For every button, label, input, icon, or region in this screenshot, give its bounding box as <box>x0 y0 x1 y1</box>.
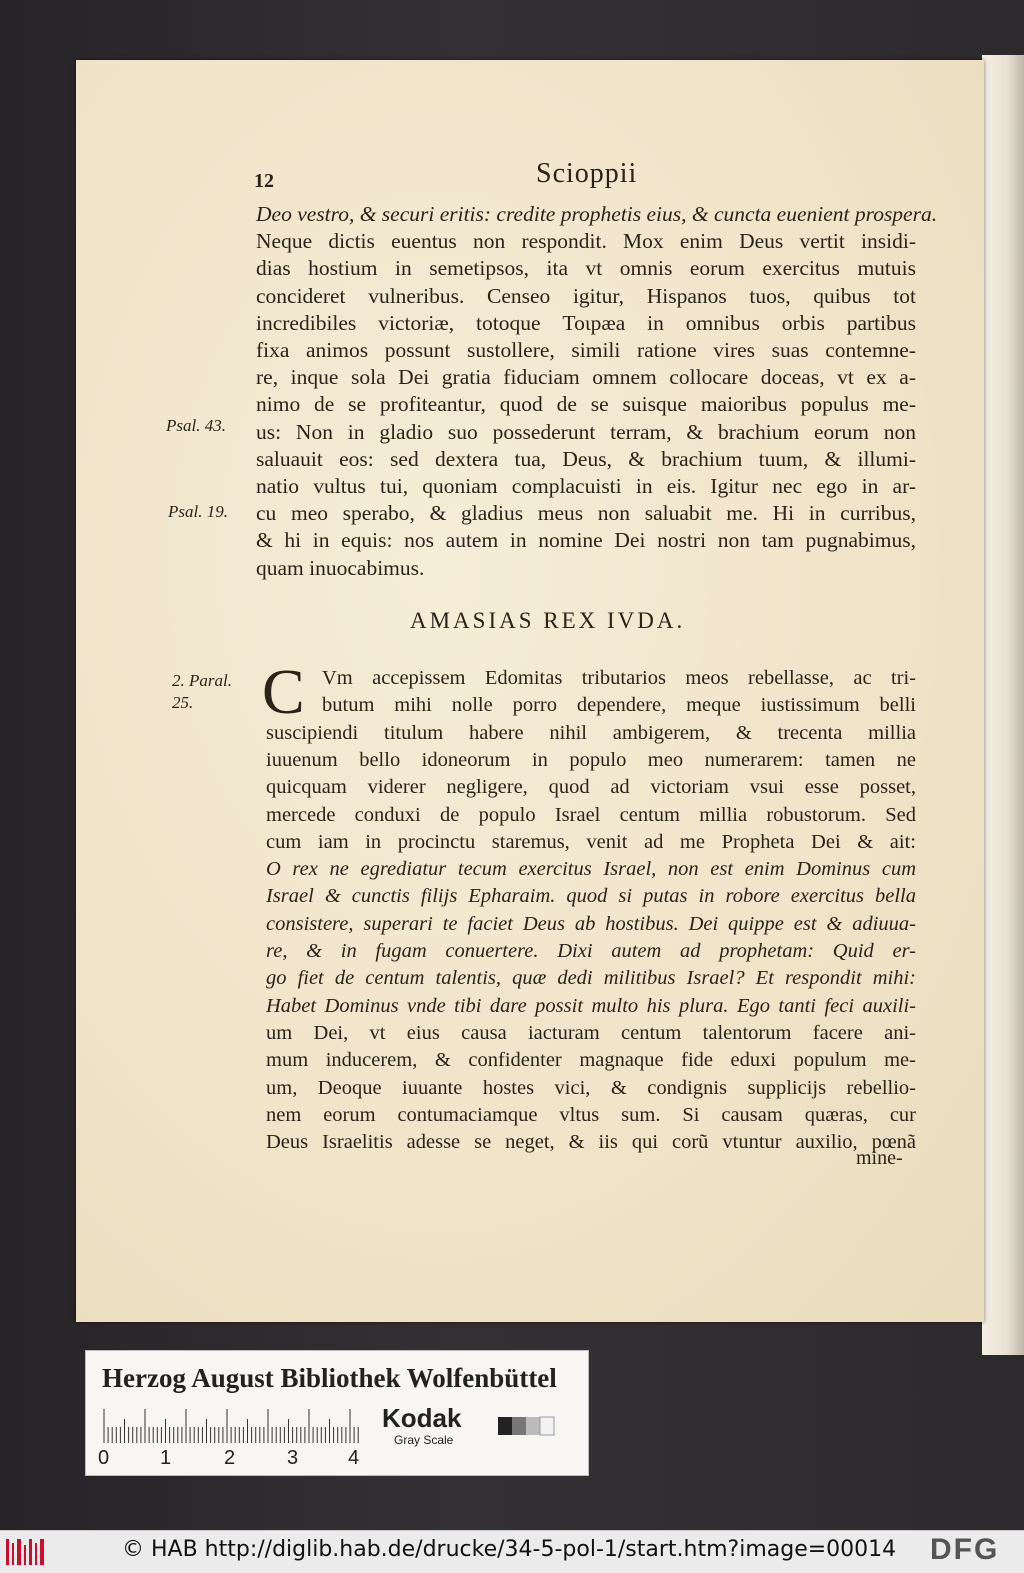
text-line: suscipiendi titulum habere nihil ambigerem, & trecenta millia <box>266 721 916 744</box>
text-line: dias hostium in semetipsos, ita vt omnis eorum exercitus mutuis <box>256 256 916 281</box>
page-edge <box>982 55 1024 1355</box>
text-line: Israel & cunctis filijs Epharaim. quod si putas in robore exercitus bella <box>266 885 916 908</box>
text-line: O rex ne egrediatur tecum exercitus Israel, non est enim Dominus cum <box>266 858 916 881</box>
text-line: Neque dictis euentus non respondit. Mox enim Deus vertit insidi- <box>256 229 916 254</box>
text-line: go fiet de centum talentis, quæ dedi militibus Israel? Et respondit mihi: <box>266 967 916 990</box>
text-line: iuuenum bello idoneorum in populo meo numerarem: tamen ne <box>266 748 916 771</box>
text-line: Deo vestro, & securi eritis: credite prophetis eius, & cuncta euenient prospera. <box>256 202 938 226</box>
running-head: Scioppii <box>536 158 638 189</box>
ruler-number-4: 4 <box>348 1447 360 1469</box>
text-line: quam inuocabimus. <box>256 555 425 580</box>
text-line: cum iam in procinctu staremus, venit ad me Propheta Dei & ait: <box>266 830 916 853</box>
text-line: nem eorum contumaciamque vltus sum. Si causam quæras, cur <box>266 1103 916 1126</box>
barcode-logo-icon <box>4 1535 48 1569</box>
text-line: Habet Dominus vnde tibi dare possit multo his plura. Ego tanti feci auxili- <box>266 994 916 1017</box>
copyright-url: © HAB http://diglib.hab.de/drucke/34-5-pol-1/start.htm?image=00014 <box>122 1537 897 1562</box>
footer-bar <box>0 1530 1024 1573</box>
text-line: mum inducerem, & confidenter magnaque fide eduxi populum me- <box>266 1049 916 1072</box>
catchword: mine- <box>856 1147 903 1169</box>
text-line: mercede conduxi de populo Israel centum millia robustorum. Sed <box>266 803 916 826</box>
ruler-number-1: 1 <box>160 1447 172 1469</box>
text-line: & hi in equis: nos autem in nomine Dei nostri non tam pugnabimus, <box>256 528 916 553</box>
ruler-number-3: 3 <box>287 1447 299 1469</box>
text-line: us: Non in gladio suo possederunt terram, & brachium eorum non <box>256 419 916 444</box>
margin-note-chapter: 25. <box>172 693 194 712</box>
text-line: consistere, superari te faciet Deus ab hostibus. Dei quippe est & adiuua- <box>266 912 916 935</box>
page-number: 12 <box>254 170 274 192</box>
calibration-card <box>85 1350 589 1476</box>
text-line: cu meo sperabo, & gladius meus non saluabit me. Hi in curribus, <box>256 501 916 526</box>
ruler-number-2: 2 <box>224 1447 236 1469</box>
margin-note-psalm-43: Psal. 43. <box>166 416 226 435</box>
initial-letter: C <box>262 656 305 727</box>
text-line: Deus Israelitis adesse se neget, & iis qui corũ vtuntur auxilio, pœnã <box>266 1131 916 1154</box>
text-line: fixa animos possunt sustollere, simili ratione vires suas contemne- <box>256 338 916 362</box>
ruler-scale <box>102 1407 362 1443</box>
dfg-logo: DFG <box>930 1533 1000 1566</box>
text-line: re, & in fugam conuertere. Dixi autem ad prophetam: Quid er- <box>266 940 916 962</box>
text-line: incredibiles victoriæ, totoque Τοιpæa in omnibus orbis partibus <box>256 310 916 335</box>
text-line: Vm accepissem Edomitas tributarios meos rebellasse, ac tri- <box>322 667 916 689</box>
text-line: natio vultus tui, quoniam complacuisti in eis. Igitur nec ego in ar- <box>256 474 916 498</box>
kodak-logo: Kodak <box>382 1403 462 1433</box>
margin-note-psalm-19: Psal. 19. <box>168 502 228 521</box>
gray-scale-label: Gray Scale <box>394 1433 454 1447</box>
text-line: nimo de se profiteantur, quod de se suisque maioribus populus me- <box>256 392 916 417</box>
gray-scale-patches <box>498 1415 558 1437</box>
ruler-number-0: 0 <box>98 1447 110 1469</box>
text-line: re, inque sola Dei gratia fiduciam omnem collocare doceas, vt ex a- <box>256 365 916 390</box>
text-line: butum mihi nolle porro dependere, meque iustissimum belli <box>322 694 916 717</box>
text-line: concideret vulneribus. Censeo igitur, Hispanos tuos, quibus tot <box>256 283 916 308</box>
section-heading: AMASIAS REX IVDA. <box>410 608 686 633</box>
text-line: um, Deoque iuuante hostes vici, & condignis supplicijs rebellio- <box>266 1076 916 1099</box>
text-line: quicquam viderer negligere, quod ad victoriam vsui esse posset, <box>266 776 916 799</box>
text-line: saluauit eos: sed dextera tua, Deus, & brachium tuum, & illumi- <box>256 446 916 471</box>
book-page <box>76 60 984 1322</box>
margin-note-paralipomenon: 2. Paral. <box>172 671 232 690</box>
library-name: Herzog August Bibliothek Wolfenbüttel <box>102 1363 557 1393</box>
text-line: um Dei, vt eius causa iacturam centum talentorum facere ani- <box>266 1021 916 1044</box>
